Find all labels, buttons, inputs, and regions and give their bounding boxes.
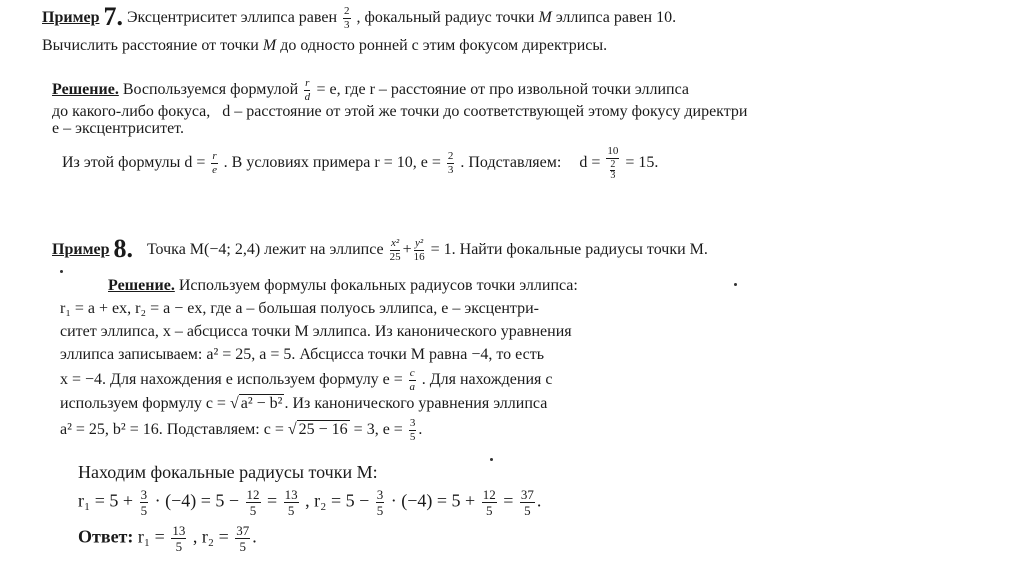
ex8-text: a² = 25, b² = 16. Подставляем: c =: [60, 421, 284, 439]
fraction: $\frac{13}{5}$: [284, 487, 298, 518]
fraction: $\frac{3}{5}$: [376, 487, 384, 518]
fraction: $\frac{c}{a}$: [409, 367, 415, 393]
ex8-text: Используем формулы фокальных радиусов точки эллипса:: [178, 277, 578, 294]
ex7-text: до односто ронней с этим фокусом директрисы.: [280, 37, 608, 54]
answer-label: Ответ:: [78, 526, 134, 547]
ex7-text: до какого-либо фокуса,: [52, 103, 211, 120]
ex8-f1: Находим фокальные радиусы точки M:: [78, 462, 378, 482]
ex8-label: Пример: [52, 241, 110, 259]
ex7-text: . Подставляем:: [460, 154, 562, 172]
solution-label: Решение.: [108, 277, 175, 294]
fraction: $\frac{2}{3}$: [447, 150, 454, 176]
fraction: $\frac{37}{5}$: [520, 487, 534, 518]
fraction: $\frac{12}{5}$: [246, 487, 260, 518]
ex7-line2: [42, 36, 607, 56]
ex8-s1: [108, 276, 578, 296]
sqrt-expr: a² − b²: [240, 395, 283, 412]
ex8-f2: r₁ = 5 + $\frac{3}{5}$ · (−4) = 5 − $\frac{12}{5}$ = $\frac{13}{5}$ , r₂ = 5 − $\frac{3}{5}$ · (−4) = 5 + $\frac{12}{5}$ = $\frac{37}{5}$ .: [78, 487, 542, 518]
ex8-text: используем формулу c =: [60, 395, 226, 412]
ex7-text: d – расстояние от этой же точки до соответствующей этому фокусу директри: [222, 103, 748, 120]
ex7-text: , фокальный радиус точки: [356, 9, 535, 27]
solution-label: Решение.: [52, 81, 119, 99]
ex8-text: Точка M(−4; 2,4) лежит на эллипсе: [146, 241, 384, 259]
fraction: 10 2 3: [607, 145, 619, 181]
ex8-text: =: [267, 490, 278, 511]
fraction: $\frac{13}{5}$: [172, 523, 186, 554]
ex8-text: · (−4) = 5 −: [154, 490, 240, 511]
fraction: $\frac{r}{d}$: [304, 77, 311, 103]
ex8-number: 8.: [113, 234, 133, 264]
ex8-line1: Пример 8. Точка M(−4; 2,4) лежит на эллипсе $\frac{\text{x²}}{25}$ + $\frac{\text{y²}}{16}$ = 1. Найти фокальные радиусы точки M.: [52, 234, 708, 264]
ex8-answer: Ответ: r₁ = $\frac{13}{5}$ , r₂ = $\frac{37}{5}$ .: [78, 523, 257, 554]
ex7-text: эллипса равен 10.: [555, 9, 677, 27]
ex8-s3: ситет эллипса, x – абсцисса точки M эллипса. Из канонического уравнения: [60, 323, 572, 340]
ex7-text: d =: [579, 154, 601, 172]
ex7-line1: [42, 2, 677, 32]
ex8-text: . Из канонического уравнения эллипса: [284, 395, 548, 412]
fraction: $\frac{r}{e}$: [212, 150, 217, 176]
ex7-text: Эксцентриситет эллипса равен: [126, 9, 338, 27]
ex7-sol4: [62, 146, 658, 181]
stray-dot: [490, 458, 493, 461]
stray-dot: [734, 283, 737, 286]
ex8-text: · (−4) = 5 +: [390, 490, 476, 511]
ex8-text: =: [503, 490, 514, 511]
var-M: M: [262, 37, 277, 54]
ex7-text: Вычислить расстояние от точки: [42, 37, 259, 54]
ex7-text: Из этой формулы d =: [62, 154, 206, 172]
ex8-text: x = −4. Для нахождения e используем формулу e =: [60, 371, 403, 389]
fraction: $\frac{\text{y²}}{16}$: [413, 237, 425, 263]
ex7-sol3: e – эксцентриситет.: [52, 120, 184, 137]
ex8-text: r₁ = 5 +: [78, 490, 134, 511]
fraction: $\frac{3}{5}$: [409, 417, 416, 443]
ex7-sol1: [52, 78, 689, 103]
ex8-text: , r₂ = 5 −: [305, 490, 370, 511]
fraction: $\frac{37}{5}$: [236, 523, 250, 554]
stray-dot: [60, 270, 63, 273]
var-M: M: [538, 9, 552, 27]
ex8-s7: a² = 25, b² = 16. Подставляем: c = √ 25 − 16 = 3, e = $\frac{3}{5}$ .: [60, 417, 423, 443]
fraction: $\frac{\text{x²}}{25}$: [389, 237, 401, 263]
fraction: $\frac{12}{5}$: [482, 487, 496, 518]
sqrt-expr: 25 − 16: [298, 421, 348, 439]
fraction: $\frac{2}{3}$: [344, 5, 350, 31]
ex8-s5: [60, 368, 552, 393]
ex8-text: = 3, e =: [353, 421, 403, 439]
ex7-text: . В условиях примера r = 10, e =: [223, 154, 441, 172]
ex7-text: Воспользуемся формулой: [122, 81, 299, 99]
ex8-text: r₁ =: [137, 526, 165, 547]
ex8-text: , r₂ =: [192, 526, 229, 547]
ex8-s2: r₁ = a + ex, r₂ = a − ex, где a – большая полуось эллипса, e – эксцентри-: [60, 300, 539, 317]
ex7-label: Пример: [42, 9, 100, 27]
ex7-text: = 15.: [625, 154, 659, 172]
ex7-number: 7.: [103, 2, 123, 32]
fraction: $\frac{3}{5}$: [140, 487, 148, 518]
ex8-text: = 1. Найти фокальные радиусы точки M.: [430, 241, 708, 259]
ex7-text: = e, где r – расстояние от про извольной точки эллипса: [316, 81, 689, 99]
ex8-text: . Для нахождения c: [421, 371, 553, 389]
ex8-s4: эллипса записываем: a² = 25, a = 5. Абсцисса точки M равна −4, то есть: [60, 346, 545, 363]
ex8-s6: используем формулу c = √ a² − b² . Из канонического уравнения эллипса: [60, 395, 548, 412]
